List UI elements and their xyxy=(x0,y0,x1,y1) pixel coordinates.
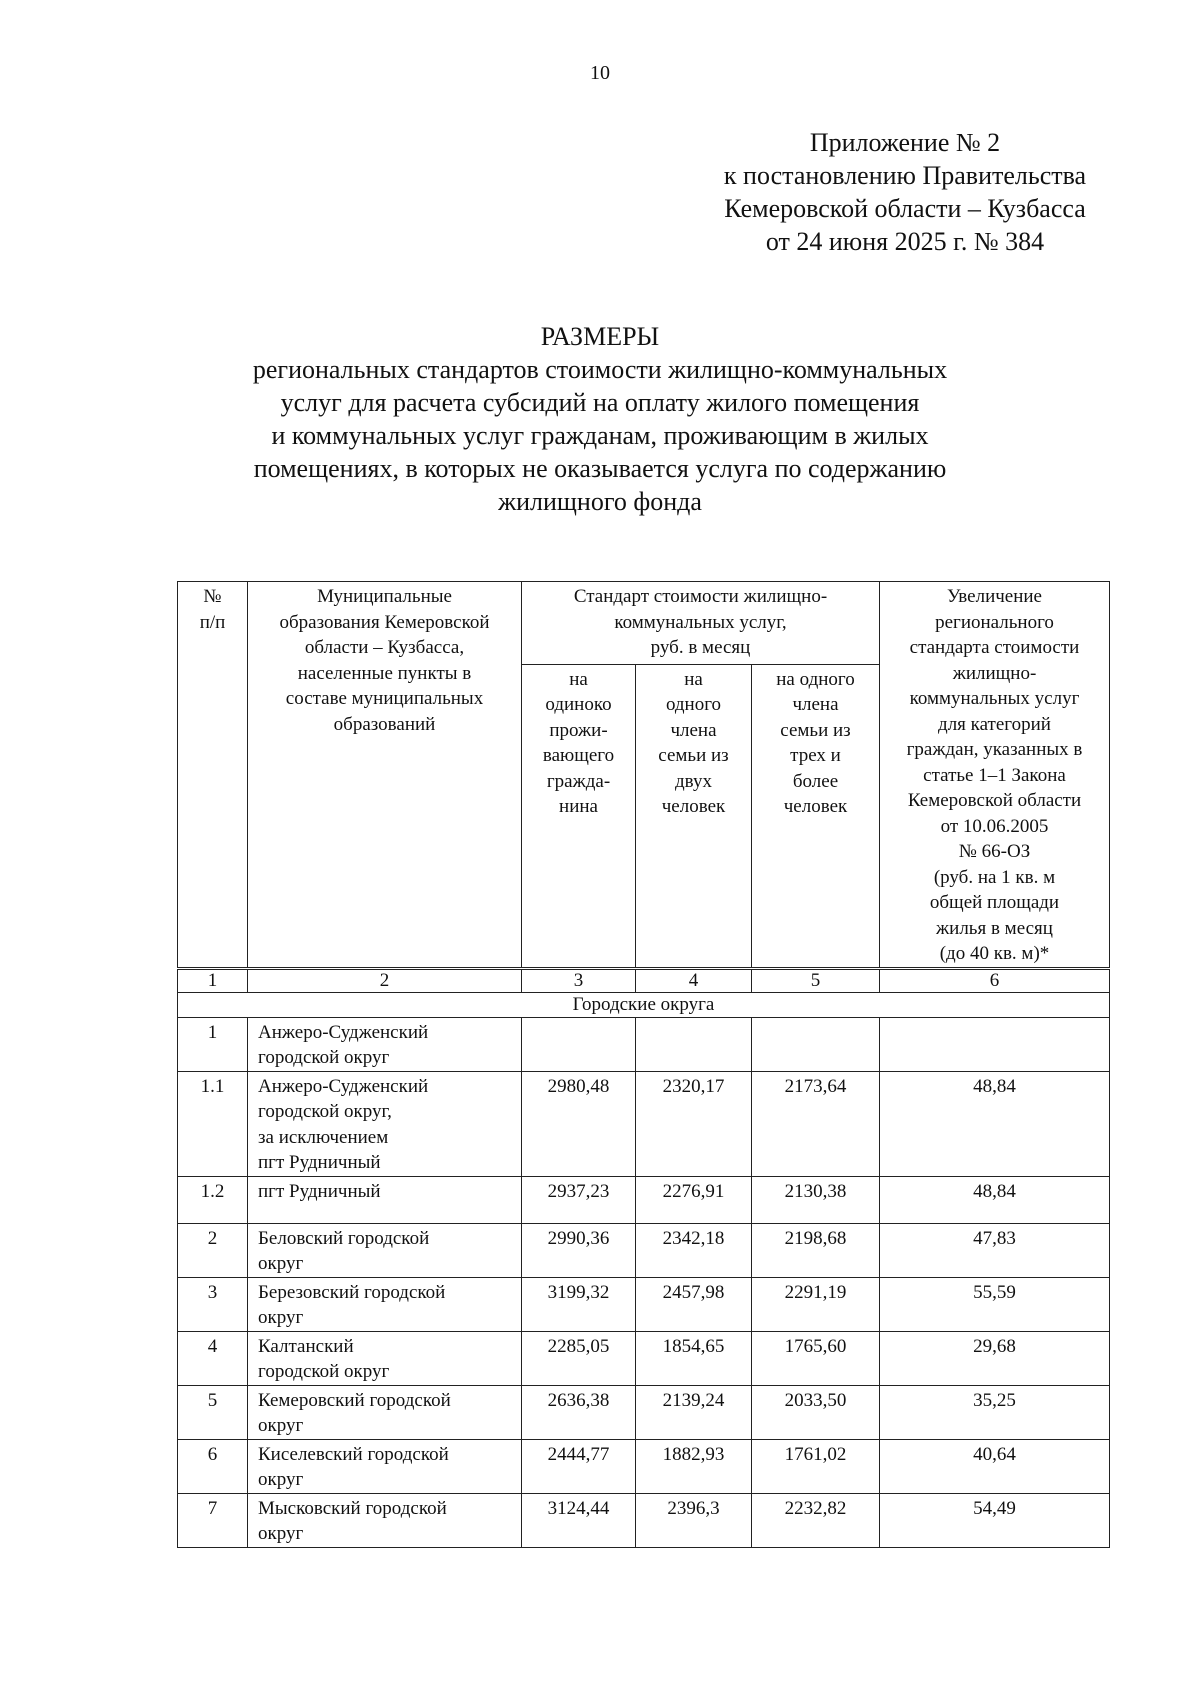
appendix-line: к постановлению Правительства xyxy=(723,161,1087,190)
cell-line: одного xyxy=(665,694,722,716)
cell-line: образований xyxy=(333,713,436,735)
header-family-of-three xyxy=(752,664,880,968)
column-number: 4 xyxy=(636,968,752,992)
cell-line: от 10.06.2005 xyxy=(940,815,1049,837)
row-increase: 54,49 xyxy=(880,1493,1110,1547)
cell-line: Кемеровской области xyxy=(907,790,1082,811)
row-family-of-two: 2457,98 xyxy=(636,1277,752,1331)
cell-line: Анжеро-Судженский xyxy=(258,1075,429,1097)
row-municipality xyxy=(248,1331,522,1385)
cell-line: для категорий xyxy=(938,713,1051,735)
table-row xyxy=(178,1071,1110,1176)
cell-line: Калтанский xyxy=(258,1335,354,1357)
cell-line: округ xyxy=(258,1307,304,1328)
table-row xyxy=(178,1331,1110,1385)
cell-line: члена xyxy=(670,719,717,741)
table-row xyxy=(178,1493,1110,1547)
row-number: 6 xyxy=(178,1439,248,1493)
row-municipality xyxy=(248,1176,522,1223)
appendix-line: Кемеровской области – Кузбасса xyxy=(724,194,1086,223)
cell-line: граждан, указанных в xyxy=(906,739,1083,760)
row-municipality xyxy=(248,1223,522,1277)
row-family-of-three: 1761,02 xyxy=(752,1439,880,1493)
cell-line: Березовский городской xyxy=(258,1281,446,1303)
cell-line: составе муниципальных xyxy=(285,688,484,709)
cell-line: городской округ xyxy=(258,1361,390,1382)
row-family-of-three: 2173,64 xyxy=(752,1071,880,1176)
row-increase: 48,84 xyxy=(880,1071,1110,1176)
cell-line: № xyxy=(203,586,222,607)
cell-line: стандарта стоимости xyxy=(909,637,1080,658)
cell-line: жилищно- xyxy=(952,662,1037,684)
row-single-citizen: 3199,32 xyxy=(522,1277,636,1331)
title-line: услуг для расчета субсидий на оплату жилого помещения xyxy=(280,388,920,417)
row-number: 4 xyxy=(178,1331,248,1385)
row-family-of-two: 2396,3 xyxy=(636,1493,752,1547)
row-increase xyxy=(880,1017,1110,1071)
cell-line: Анжеро-Судженский xyxy=(258,1021,429,1043)
cell-line: на xyxy=(569,668,588,690)
section-title: Городские округа xyxy=(178,992,1110,1017)
cell-line: жилья в месяц xyxy=(936,917,1053,939)
row-number: 2 xyxy=(178,1223,248,1277)
header-single-citizen xyxy=(522,664,636,968)
row-family-of-two: 1854,65 xyxy=(636,1331,752,1385)
row-increase: 55,59 xyxy=(880,1277,1110,1331)
table-row xyxy=(178,1385,1110,1439)
row-single-citizen xyxy=(522,1017,636,1071)
cell-line: статье 1–1 Закона xyxy=(923,764,1066,786)
title-line: и коммунальных услуг гражданам, проживающим в жилых xyxy=(271,421,929,450)
header-municipality xyxy=(248,582,522,969)
cell-line: человек xyxy=(783,796,848,818)
row-single-citizen: 2636,38 xyxy=(522,1385,636,1439)
row-number: 3 xyxy=(178,1277,248,1331)
row-increase: 47,83 xyxy=(880,1223,1110,1277)
cell-line: (руб. на 1 кв. м xyxy=(933,866,1056,888)
row-family-of-two: 2276,91 xyxy=(636,1176,752,1223)
row-municipality xyxy=(248,1493,522,1547)
row-family-of-two: 2342,18 xyxy=(636,1223,752,1277)
title-line: региональных стандартов стоимости жилищно-коммунальных xyxy=(252,355,948,384)
cell-line: округ xyxy=(258,1469,304,1490)
row-family-of-three: 2033,50 xyxy=(752,1385,880,1439)
header-num xyxy=(178,582,248,969)
title-heading: РАЗМЕРЫ xyxy=(540,322,660,351)
row-number: 5 xyxy=(178,1385,248,1439)
row-single-citizen: 3124,44 xyxy=(522,1493,636,1547)
row-family-of-two xyxy=(636,1017,752,1071)
header-increase xyxy=(880,582,1110,969)
cell-line: одиноко xyxy=(545,694,612,716)
column-number: 2 xyxy=(248,968,522,992)
row-family-of-three xyxy=(752,1017,880,1071)
cell-line: гражда- xyxy=(546,770,611,792)
cell-line: прожи- xyxy=(549,719,608,741)
cell-line: Муниципальные xyxy=(317,586,452,607)
table-row xyxy=(178,1176,1110,1223)
cell-line: населенные пункты в xyxy=(297,662,472,684)
row-single-citizen: 2444,77 xyxy=(522,1439,636,1493)
cell-line: коммунальных услуг xyxy=(909,688,1080,709)
row-single-citizen: 2285,05 xyxy=(522,1331,636,1385)
cell-line: Беловский городской xyxy=(258,1227,430,1249)
row-family-of-three: 2130,38 xyxy=(752,1176,880,1223)
row-family-of-three: 1765,60 xyxy=(752,1331,880,1385)
row-municipality xyxy=(248,1277,522,1331)
row-single-citizen: 2937,23 xyxy=(522,1176,636,1223)
column-number: 6 xyxy=(880,968,1110,992)
appendix-line: Приложение № 2 xyxy=(809,128,1001,157)
cell-line: регионального xyxy=(935,611,1054,633)
cell-line: двух xyxy=(675,770,712,792)
table-row xyxy=(178,1277,1110,1331)
cell-line: образования Кемеровской xyxy=(279,611,490,633)
cell-line: вающего xyxy=(542,745,615,767)
row-increase: 48,84 xyxy=(880,1176,1110,1223)
page-number: 10 xyxy=(590,62,610,84)
row-family-of-two: 2320,17 xyxy=(636,1071,752,1176)
row-municipality xyxy=(248,1439,522,1493)
cell-line: пгт Рудничный xyxy=(258,1152,381,1173)
header-family-of-two xyxy=(636,664,752,968)
row-family-of-two: 2139,24 xyxy=(636,1385,752,1439)
row-number: 1.2 xyxy=(178,1176,248,1223)
header-standard xyxy=(522,582,880,665)
cell-line: городской округ xyxy=(258,1047,390,1068)
cell-line: Увеличение xyxy=(946,586,1042,607)
table-row xyxy=(178,1439,1110,1493)
cell-line: (до 40 кв. м)* xyxy=(939,943,1050,964)
row-municipality xyxy=(248,1017,522,1071)
cell-line: округ xyxy=(258,1253,304,1274)
appendix-block xyxy=(690,126,1120,258)
cell-line: семьи из xyxy=(780,719,851,741)
table-row xyxy=(178,1017,1110,1071)
cell-line: Кемеровский городской xyxy=(258,1389,451,1411)
row-increase: 40,64 xyxy=(880,1439,1110,1493)
cell-line: нина xyxy=(559,796,598,818)
row-number: 1.1 xyxy=(178,1071,248,1176)
cell-line: на одного xyxy=(776,668,855,690)
title-line: помещениях, в которых не оказывается услуга по содержанию xyxy=(253,454,947,483)
cell-line: общей площади xyxy=(929,892,1060,913)
table-row xyxy=(178,1223,1110,1277)
row-number: 7 xyxy=(178,1493,248,1547)
appendix-line: от 24 июня 2025 г. № 384 xyxy=(765,227,1045,256)
row-family-of-three: 2198,68 xyxy=(752,1223,880,1277)
cell-line: п/п xyxy=(199,611,226,633)
column-number: 3 xyxy=(522,968,636,992)
cell-line: за исключением xyxy=(258,1126,389,1148)
column-number: 1 xyxy=(178,968,248,992)
cell-line: руб. в месяц xyxy=(650,637,751,658)
row-number: 1 xyxy=(178,1017,248,1071)
cell-line: пгт Рудничный xyxy=(258,1180,381,1202)
cell-line: округ xyxy=(258,1415,304,1436)
cell-line: Стандарт стоимости жилищно- xyxy=(573,586,828,607)
cell-line: человек xyxy=(661,796,726,818)
cell-line: семьи из xyxy=(658,745,729,767)
cell-line: коммунальных услуг, xyxy=(614,611,787,633)
row-family-of-two: 1882,93 xyxy=(636,1439,752,1493)
cell-line: городской округ, xyxy=(258,1101,392,1122)
cell-line: Киселевский городской xyxy=(258,1443,449,1465)
row-municipality xyxy=(248,1385,522,1439)
cell-line: более xyxy=(792,770,839,792)
row-family-of-three: 2232,82 xyxy=(752,1493,880,1547)
title-line: жилищного фонда xyxy=(498,487,702,516)
document-title xyxy=(200,320,1000,518)
row-single-citizen: 2990,36 xyxy=(522,1223,636,1277)
column-number: 5 xyxy=(752,968,880,992)
cell-line: на xyxy=(684,668,703,690)
cell-line: № 66-ОЗ xyxy=(958,841,1031,862)
cell-line: члена xyxy=(792,694,839,716)
row-municipality xyxy=(248,1071,522,1176)
cell-line: области – Кузбасса, xyxy=(304,637,465,658)
row-family-of-three: 2291,19 xyxy=(752,1277,880,1331)
cell-line: трех и xyxy=(790,745,841,767)
cell-line: округ xyxy=(258,1523,304,1544)
standards-table xyxy=(177,581,1110,1548)
row-single-citizen: 2980,48 xyxy=(522,1071,636,1176)
cell-line: Мысковский городской xyxy=(258,1497,447,1519)
row-increase: 35,25 xyxy=(880,1385,1110,1439)
row-increase: 29,68 xyxy=(880,1331,1110,1385)
